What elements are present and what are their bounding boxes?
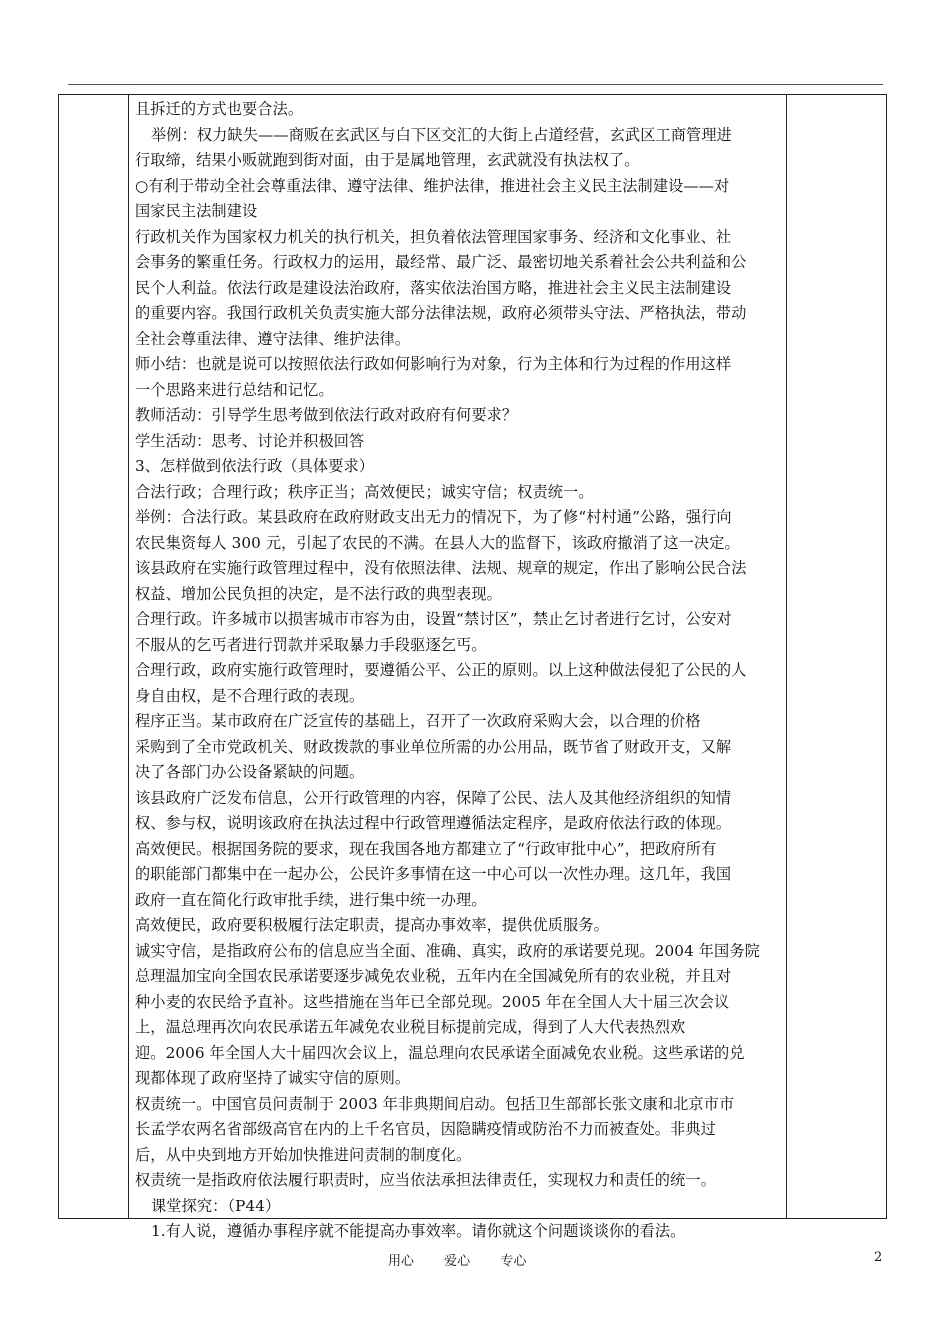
right-column-divider (786, 95, 787, 1218)
text-line: 课堂探究：（P44） (151, 1196, 281, 1215)
page-footer (0, 1250, 950, 1270)
text-line: 合理行政，政府实施行政管理时，要遵循公平、公正的原则。以上这种做法侵犯了公民的人 (135, 661, 747, 679)
text-line: 一个思路来进行总结和记忆。 (135, 380, 334, 399)
text-line: 高效便民。根据国务院的要求，现在我国各地方都建立了“行政审批中心”，把政府所有 (135, 839, 717, 858)
text-line: 决了各部门办公设备紧缺的问题。 (135, 763, 365, 781)
left-column-divider (128, 95, 129, 1218)
text-line: 后，从中央到地方开始加快推进问责制的制度化。 (135, 1145, 472, 1164)
text-line: 的重要内容。我国行政机关负责实施大部分法律法规，政府必须带头守法、严格执法，带动 (135, 304, 747, 322)
text-line: 的职能部门都集中在一起办公，公民许多事情在这一中心可以一次性办理。这几年，我国 (135, 865, 732, 883)
text-line: 总理温加宝向全国农民承诺要逐步减免农业税，五年内在全国减免所有的农业税，并且对 (135, 967, 732, 985)
text-line: 迎。2006 年全国人大十届四次会议上，温总理向农民承诺全面减免农业税。这些承诺的兑 (135, 1043, 745, 1062)
text-line: 全社会尊重法律、遵守法律、维护法律。 (135, 329, 411, 348)
text-line: 举例：权力缺失——商贩在玄武区与白下区交汇的大街上占道经营，玄武区工商管理进 (151, 125, 732, 144)
text-line: 权责统一是指政府依法履行职责时，应当依法承担法律责任，实现权力和责任的统一。 (135, 1171, 716, 1189)
page-number: 2 (874, 1250, 883, 1265)
text-line: 权责统一。中国官员问责制于 2003 年非典期间启动。包括卫生部部长张文康和北京市市 (135, 1094, 735, 1113)
text-line: 不服从的乞丐者进行罚款并采取暴力手段驱逐乞丐。 (135, 635, 487, 654)
text-line: 上，温总理再次向农民承诺五年减免农业税目标提前完成，得到了人大代表热烈欢 (135, 1018, 686, 1036)
text-line: 诚实守信，是指政府公布的信息应当全面、准确、真实，政府的承诺要兑现。2004 年国务院 (135, 941, 760, 960)
text-line: 合法行政；合理行政；秩序正当；高效便民；诚实守信；权责统一。 (135, 482, 594, 501)
text-line: 程序正当。某市政府在广泛宣传的基础上，召开了一次政府采购大会，以合理的价格 (135, 712, 701, 730)
text-line: 1.有人说，遵循办事程序就不能提高办事效率。请你就这个问题谈谈你的看法。 (151, 1222, 686, 1240)
text-line: 3、怎样做到依法行政（具体要求） (135, 457, 375, 475)
text-line: 师小结：也就是说可以按照依法行政如何影响行为对象，行为主体和行为过程的作用这样 (135, 355, 732, 373)
text-line: 身自由权，是不合理行政的表现。 (135, 686, 365, 705)
text-line: 高效便民，政府要积极履行法定职责，提高办事效率，提供优质服务。 (135, 916, 609, 934)
text-line: 政府一直在简化行政审批手续，进行集中统一办理。 (135, 890, 487, 909)
text-line: 采购到了全市党政机关、财政拨款的事业单位所需的办公用品，既节省了财政开支，又解 (135, 737, 732, 756)
text-line: 举例：合法行政。某县政府在政府财政支出无力的情况下，为了修“村村通”公路，强行向 (135, 508, 732, 526)
text-line: 国家民主法制建设 (135, 202, 258, 220)
text-line: 该县政府在实施行政管理过程中，没有依照法律、法规、规章的规定，作出了影响公民合法 (135, 559, 747, 577)
text-line: ○有利于带动全社会尊重法律、遵守法律、维护法律，推进社会主义民主法制建设——对 (135, 176, 730, 195)
text-line: 且拆迁的方式也要合法。 (135, 100, 304, 118)
text-line: 长孟学农两名省部级高官在内的上千名官员，因隐瞒疫情或防治不力而被查处。非典过 (135, 1120, 716, 1138)
text-line: 行取缔，结果小贩就跑到街对面，由于是属地管理，玄武就没有执法权了。 (135, 151, 640, 169)
text-line: 教师活动：引导学生思考做到依法行政对政府有何要求？ (135, 406, 518, 424)
text-line: 民个人利益。依法行政是建设法治政府，落实依法治国方略，推进社会主义民主法制建设 (135, 278, 732, 297)
text-line: 现都体现了政府坚持了诚实守信的原则。 (135, 1069, 411, 1087)
footer-word: 用心 (388, 1254, 415, 1269)
header-rule (68, 84, 883, 85)
text-line: 行政机关作为国家权力机关的执行机关，担负着依法管理国家事务、经济和文化事业、社 (135, 227, 732, 246)
text-line: 会事务的繁重任务。行政权力的运用，最经常、最广泛、最密切地关系着社会公共利益和公 (135, 253, 747, 271)
footer-word: 专心 (500, 1254, 527, 1269)
text-line: 权益、增加公民负担的决定，是不法行政的典型表现。 (135, 584, 502, 603)
text-line: 农民集资每人 300 元，引起了农民的不满。在县人大的监督下，该政府撤消了这一决定。 (135, 533, 740, 552)
lesson-table (58, 94, 887, 1240)
footer-motto (388, 1250, 552, 1269)
text-line: 种小麦的农民给予直补。这些措施在当年已全部兑现。2005 年在全国人大十届三次会议 (135, 992, 730, 1011)
text-line: 合理行政。许多城市以损害城市市容为由，设置“禁讨区”，禁止乞讨者进行乞讨，公安对 (135, 610, 732, 628)
text-line: 学生活动：思考、讨论并积极回答 (135, 431, 365, 450)
lesson-content (135, 97, 785, 1245)
footer-word: 爱心 (444, 1254, 471, 1269)
text-line: 权、参与权，说明该政府在执法过程中行政管理遵循法定程序，是政府依法行政的体现。 (135, 814, 732, 832)
text-line: 该县政府广泛发布信息，公开行政管理的内容，保障了公民、法人及其他经济组织的知情 (135, 788, 732, 807)
